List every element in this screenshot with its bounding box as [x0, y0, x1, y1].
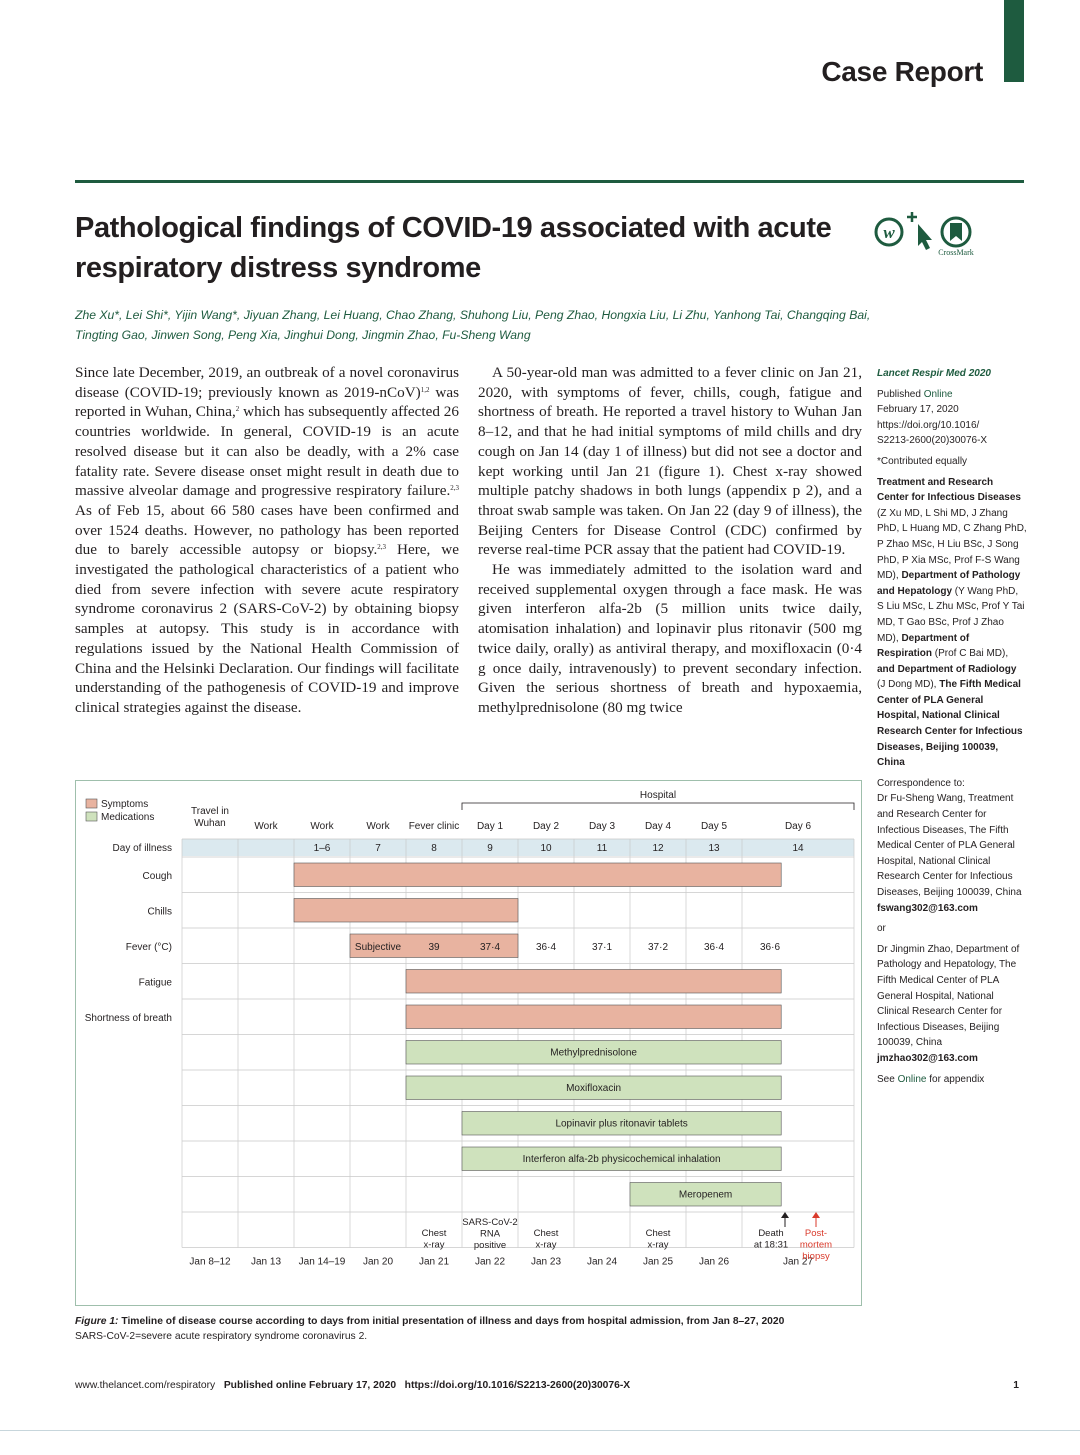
day-number: 11: [596, 843, 608, 854]
contributed-note: *Contributed equally: [877, 455, 968, 467]
event-label: Chest x-ray: [533, 1228, 559, 1251]
fever-value: 36·6: [759, 942, 781, 953]
fever-value: 37·1: [591, 942, 613, 953]
medication-label: Moxifloxacin: [566, 1083, 622, 1094]
date-label: Jan 13: [250, 1256, 282, 1268]
column-header: Work: [366, 821, 390, 832]
column-header: Day 5: [700, 821, 728, 832]
date-label: Jan 21: [418, 1256, 450, 1268]
appendix-note: See Online for appendix: [877, 1073, 985, 1085]
date-label: Jan 26: [698, 1256, 730, 1268]
fever-value: Subjective: [354, 942, 402, 953]
event-label: Chest x-ray: [645, 1228, 671, 1251]
appendix-link[interactable]: Online: [897, 1073, 927, 1085]
postmortem-label: Post-mortem biopsy: [799, 1228, 833, 1262]
day-number: 12: [652, 843, 664, 854]
crossmark-icon: [874, 212, 978, 258]
email-link-1[interactable]: fswang302@163.com: [877, 902, 978, 914]
body-column-1: [75, 363, 459, 718]
column-header: Fever clinic: [408, 821, 460, 832]
publication-info: Published Online February 17, 2020 https://doi.org/10.1016/ S2213-2600(20)30076-X: [877, 388, 988, 447]
row-label: Cough: [142, 871, 172, 882]
header-rule: [75, 180, 1024, 183]
correspondence-2: Dr Jingmin Zhao, Department of Pathology and Hepatology, The Fifth Medical Center of PLA General Hospital, National Clinical Research Center for Infectious Diseases, Beijing 100039, China jmzhao302@163.com: [877, 943, 1020, 1064]
day-number: 1–6: [313, 843, 331, 854]
event-label: SARS-CoV-2 RNA positive: [462, 1217, 518, 1251]
medication-label: Methylprednisolone: [550, 1047, 637, 1059]
affiliations: Treatment and Research Center for Infectious Diseases (Z Xu MD, L Shi MD, J Zhang PhD, L Huang MD, C Zhang PhD, P Zhao MSc, H Liu BSc, J Song PhD, P Xia MSc, Prof F-S Wang MD), Department of Pathology and Hepatology (Y Wang PhD, S Liu MSc, L Zhu MSc, Prof Y Tai MD, T Gao BSc, Prof J Zhao MD), Department of Respiration (Prof C Bai MD), and Department of Radiology (J Dong MD), The Fifth Medical Center of PLA General Hospital, National Clinical Research Center for Infectious Diseases, Beijing 100039, China: [877, 476, 1027, 769]
fever-value: 36·4: [535, 942, 557, 953]
death-arrow-head: [781, 1212, 789, 1218]
day-number: 8: [431, 843, 437, 854]
symptom-bar: [294, 863, 781, 887]
column-header: Work: [254, 821, 278, 832]
figure-caption: Figure 1: Timeline of disease course according to days from initial presentation of illness and days from hospital admission, from Jan 8–27, 2020 SARS-CoV-2=severe acute respiratory syndrome coronavirus 2.: [75, 1316, 785, 1342]
legend-swatch: [86, 812, 97, 821]
svg-text:w: w: [883, 223, 895, 242]
date-label: Jan 25: [642, 1256, 674, 1268]
email-link-2[interactable]: jmzhao302@163.com: [877, 1052, 978, 1064]
medication-label: Interferon alfa-2b physicochemical inhalation: [522, 1154, 721, 1165]
column-header: Travel in Wuhan: [191, 806, 229, 829]
footer-doi[interactable]: https://doi.org/10.1016/S2213-2600(20)30076-X: [404, 1380, 631, 1391]
online-link[interactable]: Online: [923, 388, 953, 400]
row-label: Fatigue: [138, 977, 172, 989]
fever-value: 37·4: [479, 942, 501, 953]
author-list: Zhe Xu*, Lei Shi*, Yijin Wang*, Jiyuan Zhang, Lei Huang, Chao Zhang, Shuhong Liu, Peng Zhao, Hongxia Liu, Li Zhu, Yanhong Tai, Changqing Bai, Tingting Gao, Jinwen Song, Peng Xia, Jinghui Dong, Jingmin Zhao, Fu-Sheng Wang: [75, 308, 871, 342]
day-number: 13: [708, 843, 720, 854]
section-label: Case Report: [821, 56, 983, 87]
legend-label: Symptoms: [101, 799, 149, 810]
accent-bar: [1004, 0, 1024, 82]
fever-value: 37·2: [647, 942, 669, 953]
page-number: 1: [1013, 1380, 1019, 1391]
crossmark-badges[interactable]: [874, 212, 978, 258]
journal-citation: Lancet Respir Med 2020: [877, 368, 991, 379]
date-label: Jan 24: [586, 1256, 618, 1268]
body-column-2: [478, 363, 862, 718]
or-text: or: [877, 923, 886, 935]
intro-paragraph: Since late December, 2019, an outbreak of a novel coronavirus disease (COVID-19; previously known as 2019-nCoV)$^{1,2}$ was reported in Wuhan, China,$^2$ which has subsequently affected 26 countries worldwide. In general, COVID-19 is an acute resolved disease but it can also be deadly, with a 2% case fatality rate. Severe disease onset might result in death due to massive alveolar damage and progressive respiratory failure.$^{2,3}$ As of Feb 15, about 66 580 cases have been confirmed and over 1524 deaths. However, no pathology has been reported due to barely accessible autopsy or biopsy.$^{2,3}$ Here, we investigated the pathological characteristics of a patient who died from severe infection with severe acute respiratory syndrome coronavirus 2 (SARS-CoV-2) by obtaining biopsy samples at autopsy. This study is in accordance with regulations issued by the National Health Commission of China and the Helsinki Declaration. Our findings will facilitate understanding of the pathogenesis of COVID-19 and improve clinical strategies against the disease.: [75, 364, 460, 716]
row-label: Shortness of breath: [84, 1013, 172, 1024]
date-label: Jan 23: [530, 1256, 562, 1268]
row-label: Chills: [147, 906, 172, 918]
hospital-label: Hospital: [639, 790, 677, 801]
column-header: Day 2: [532, 821, 560, 832]
day-number: 14: [792, 843, 804, 854]
article-title: Pathological findings of COVID-19 associated with acute respiratory distress syndrome: [75, 212, 832, 284]
page-footer: www.thelancet.com/respiratory Published online February 17, 2020 https://doi.org/10.1016/S2213-2600(20)30076-X 1: [75, 1380, 1019, 1391]
date-label: Jan 27: [782, 1256, 814, 1268]
medication-label: Meropenem: [678, 1189, 733, 1201]
doi-link[interactable]: https://doi.org/10.1016/: [877, 419, 980, 431]
column-header: Work: [310, 821, 334, 832]
hospital-bracket: [462, 803, 854, 810]
footer-url[interactable]: www.thelancet.com/respiratory: [75, 1380, 216, 1391]
sidebar-notes: [877, 366, 1027, 1092]
fever-value: 36·4: [703, 942, 725, 953]
date-label: Jan 22: [474, 1256, 506, 1268]
day-number: 10: [540, 843, 552, 854]
column-header: Day 4: [644, 821, 672, 832]
figure-1: [75, 780, 862, 1306]
correspondence: Correspondence to: Dr Fu-Sheng Wang, Treatment and Research Center for Infectious Diseases, The Fifth Medical Center of PLA General Hospital, National Clinical Research Center for Infectious Diseases, Beijing 100039, China fswang302@163.com: [877, 777, 1022, 914]
bottom-rule: [0, 1430, 1080, 1431]
case-paragraph-2: He was immediately admitted to the isolation ward and received supplemental oxygen through a face mask. He was given interferon alfa-2b (5 million units twice daily, atomisation inhalation) and lopinavir plus ritonavir (500 mg twice daily, orally) as antiviral therapy, and moxifloxacin (0·4 g once daily, intravenously) to prevent secondary infection. Given the serious shortness of breath and hypoxaemia, methylprednisolone (80 mg twice: [478, 561, 862, 716]
symptom-bar: [406, 970, 781, 994]
postmortem-arrow-head: [812, 1212, 820, 1218]
fever-value: 39: [428, 942, 440, 953]
legend-swatch: [86, 799, 97, 808]
date-label: Jan 8–12: [189, 1256, 231, 1268]
day-row-label: Day of illness: [112, 843, 172, 854]
day-number: 9: [487, 843, 493, 854]
symptom-bar: [294, 899, 518, 923]
column-header: Day 6: [784, 821, 812, 832]
medication-label: Lopinavir plus ritonavir tablets: [555, 1118, 688, 1130]
day-number: 7: [375, 843, 381, 854]
event-label: Chest x-ray: [421, 1228, 447, 1251]
crossmark-label: CrossMark: [938, 248, 974, 257]
legend-label: Medications: [101, 812, 155, 823]
case-paragraph-1: A 50-year-old man was admitted to a fever clinic on Jan 21, 2020, with symptoms of fever, chills, cough, fatigue and shortness of breath. He reported a travel history to Wuhan Jan 8–12, and that he had initial symptoms of mild chills and dry cough on Jan 14 (day 1 of illness) but did not see a doctor and kept working until Jan 21 (figure 1). Chest x-ray showed multiple patchy shadows in both lungs (appendix p 2), and a throat swab sample was taken. On Jan 22 (day 9 of illness), the Beijing Centers for Disease Control (CDC) confirmed by reverse real-time PCR assay that the patient had COVID-19.: [478, 364, 862, 559]
date-label: Jan 14–19: [298, 1256, 346, 1268]
column-header: Day 3: [588, 821, 616, 832]
death-label: Death at 18:31: [753, 1228, 789, 1251]
symptom-bar: [406, 1005, 781, 1029]
row-label: Fever (°C): [125, 942, 172, 953]
column-header: Day 1: [476, 821, 504, 832]
date-label: Jan 20: [362, 1256, 394, 1268]
timeline-chart: [76, 781, 861, 1305]
